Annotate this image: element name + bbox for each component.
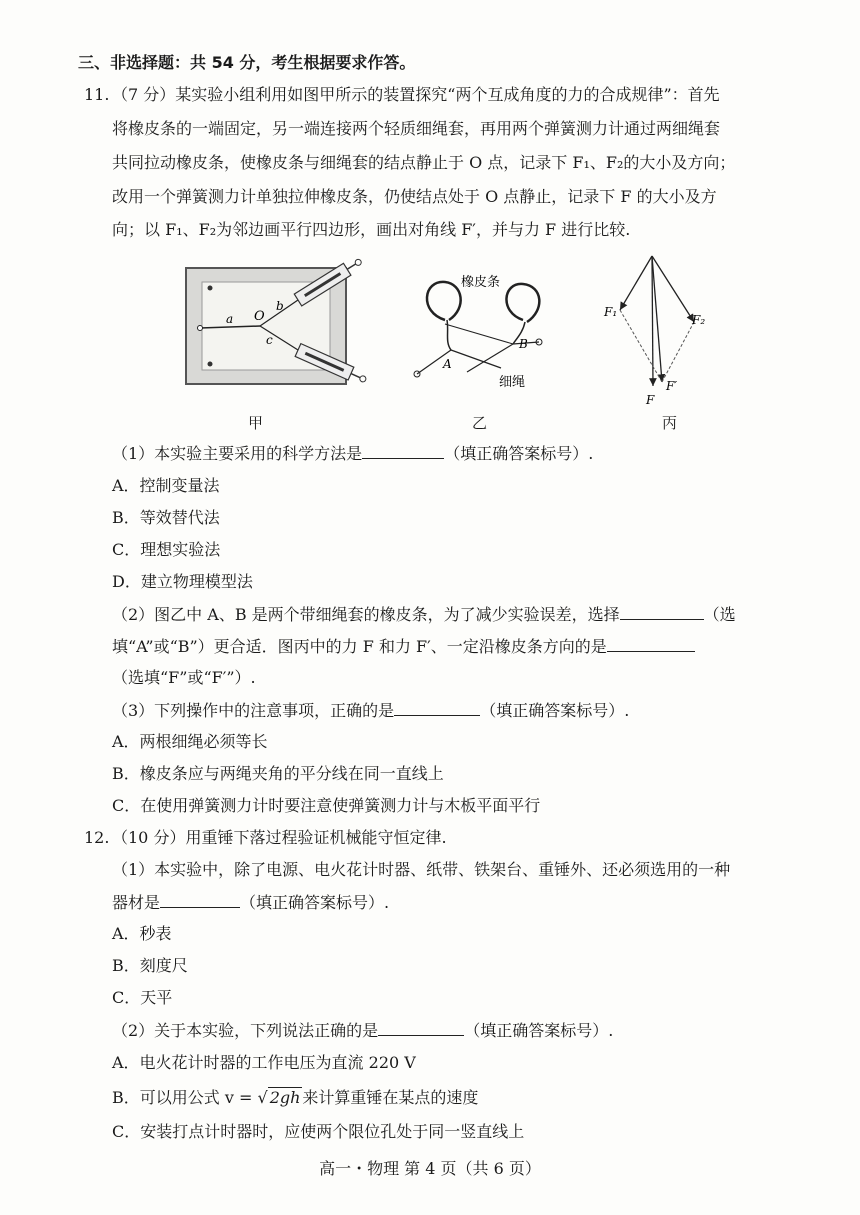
q12-number: 12.: [84, 828, 110, 847]
q12-p2-suffix: （填正确答案标号）.: [464, 1021, 614, 1040]
fig-bing-label-F2: F₂: [692, 313, 706, 327]
q12-stem: （10 分）用重锤下落过程验证机械能守恒定律.: [112, 828, 447, 847]
q11-p3-option-c: C．在使用弹簧测力计时要注意使弹簧测力计与木板平面平行: [112, 796, 541, 815]
q11-p1-answer-blank[interactable]: [362, 442, 444, 459]
q11-p2-suffix-1: （选: [703, 605, 736, 624]
q11-p2-line-1: [112, 603, 736, 626]
q11-stem-line-2: 将橡皮条的一端固定，另一端连接两个轻质细绳套，再用两个弹簧测力计通过两细绳套: [112, 119, 721, 138]
q12-p1-prompt: 器材是: [112, 893, 161, 912]
q12-p2-line: [112, 1019, 613, 1042]
q12-p1-suffix: （填正确答案标号）.: [240, 893, 390, 912]
sqrt-formula: √ 2gh: [257, 1088, 301, 1107]
figure-jia-caption: 甲: [248, 414, 264, 432]
q11-p3-option-b: B．橡皮条应与两绳夹角的平分线在同一直线上: [112, 764, 444, 783]
fig-jia-label-b: b: [276, 299, 284, 313]
q11-p2-line-2: [112, 635, 695, 658]
q11-p2-text-2: 填“A”或“B”）更合适．图丙中的力 F 和力 F′、一定沿橡皮条方向的是: [112, 637, 607, 656]
fig-bing-label-F1: F₁: [604, 305, 618, 319]
fig-jia-label-a: a: [226, 312, 234, 326]
q12-p1-option-c: C．天平: [112, 988, 173, 1007]
sqrt-radicand: 2gh: [269, 1088, 301, 1107]
q11-stem-line-3: 共同拉动橡皮条，使橡皮条与细绳套的结点静止于 O 点，记录下 F₁、F₂的大小及方向；: [112, 153, 736, 172]
q11-stem-line-5: 向；以 F₁、F₂为邻边画平行四边形，画出对角线 F′，并与力 F 进行比较.: [112, 220, 631, 239]
q11-p1-prompt: （1）本实验主要采用的科学方法是: [112, 444, 363, 463]
q12-p2-option-a: A．电火花计时器的工作电压为直流 220 V: [112, 1053, 416, 1072]
fig-jia-label-c: c: [266, 333, 273, 347]
q11-p3-suffix: （填正确答案标号）.: [480, 701, 630, 720]
fig-yi-label-rope: 细绳: [499, 375, 526, 390]
q12-p1-line-2: [112, 891, 389, 914]
q12-p2-option-b-suffix: 来计算重锤在某点的速度: [302, 1088, 479, 1107]
fig-yi-label-B: B: [519, 337, 528, 351]
q11-stem-line-1: （7 分）某实验小组利用如图甲所示的装置探究“两个互成角度的力的合成规律”：首先: [112, 85, 720, 104]
q11-p1-option-b: B．等效替代法: [112, 508, 220, 527]
q12-p2-option-b-prefix: B．可以用公式 v =: [112, 1088, 253, 1107]
figure-bing: [596, 250, 726, 410]
figure-bing-caption: 丙: [662, 414, 678, 432]
q11-p1-option-c: C．理想实验法: [112, 540, 221, 559]
figure-jia: [180, 258, 380, 398]
q11-p3-line: [112, 699, 629, 722]
fig-bing-label-F: F: [646, 393, 655, 407]
q12-p1-option-b: B．刻度尺: [112, 956, 188, 975]
q11-p2-line-3: （选填“F”或“F′”）.: [112, 668, 256, 687]
q12-p1-option-a: A．秒表: [112, 924, 172, 943]
q11-p1-option-d: D．建立物理模型法: [112, 572, 253, 591]
figure-yi: [405, 262, 555, 392]
q11-p3-answer-blank[interactable]: [394, 699, 480, 716]
figure-yi-caption: 乙: [472, 414, 488, 432]
q11-p1-suffix: （填正确答案标号）.: [444, 444, 594, 463]
section-title: 三、非选择题：共 54 分，考生根据要求作答。: [78, 53, 416, 72]
q12-p1-answer-blank[interactable]: [160, 891, 240, 908]
fig-bing-label-Fp: F′: [666, 379, 678, 393]
q12-p2-option-b: [112, 1087, 478, 1109]
q11-p1-option-a: A．控制变量法: [112, 476, 220, 495]
q11-p3-prompt: （3）下列操作中的注意事项，正确的是: [112, 701, 395, 720]
q12-p2-option-c: C．安装打点计时器时，应使两个限位孔处于同一竖直线上: [112, 1122, 525, 1141]
q11-stem-line-4: 改用一个弹簧测力计单独拉伸橡皮条，仍使结点处于 O 点静止，记录下 F 的大小及方: [112, 187, 717, 206]
fig-yi-label-A: A: [443, 357, 452, 371]
page-footer: 高一・物理 第 4 页（共 6 页）: [319, 1159, 541, 1178]
fig-yi-label-rubber: 橡皮条: [461, 275, 501, 290]
q11-number: 11.: [84, 85, 110, 104]
q12-p2-answer-blank[interactable]: [378, 1019, 464, 1036]
q11-p2-answer-blank-1[interactable]: [620, 603, 704, 620]
q11-p2-answer-blank-2[interactable]: [607, 635, 695, 652]
q12-p2-prompt: （2）关于本实验，下列说法正确的是: [112, 1021, 379, 1040]
q11-p3-option-a: A．两根细绳必须等长: [112, 732, 268, 751]
q12-p1-line-1: （1）本实验中，除了电源、电火花计时器、纸带、铁架台、重锤外、还必须选用的一种: [112, 860, 731, 879]
q11-p1-line: [112, 442, 593, 465]
fig-jia-label-O: O: [254, 309, 265, 324]
q11-p2-prompt: （2）图乙中 A、B 是两个带细绳套的橡皮条，为了减少实验误差，选择: [112, 605, 620, 624]
